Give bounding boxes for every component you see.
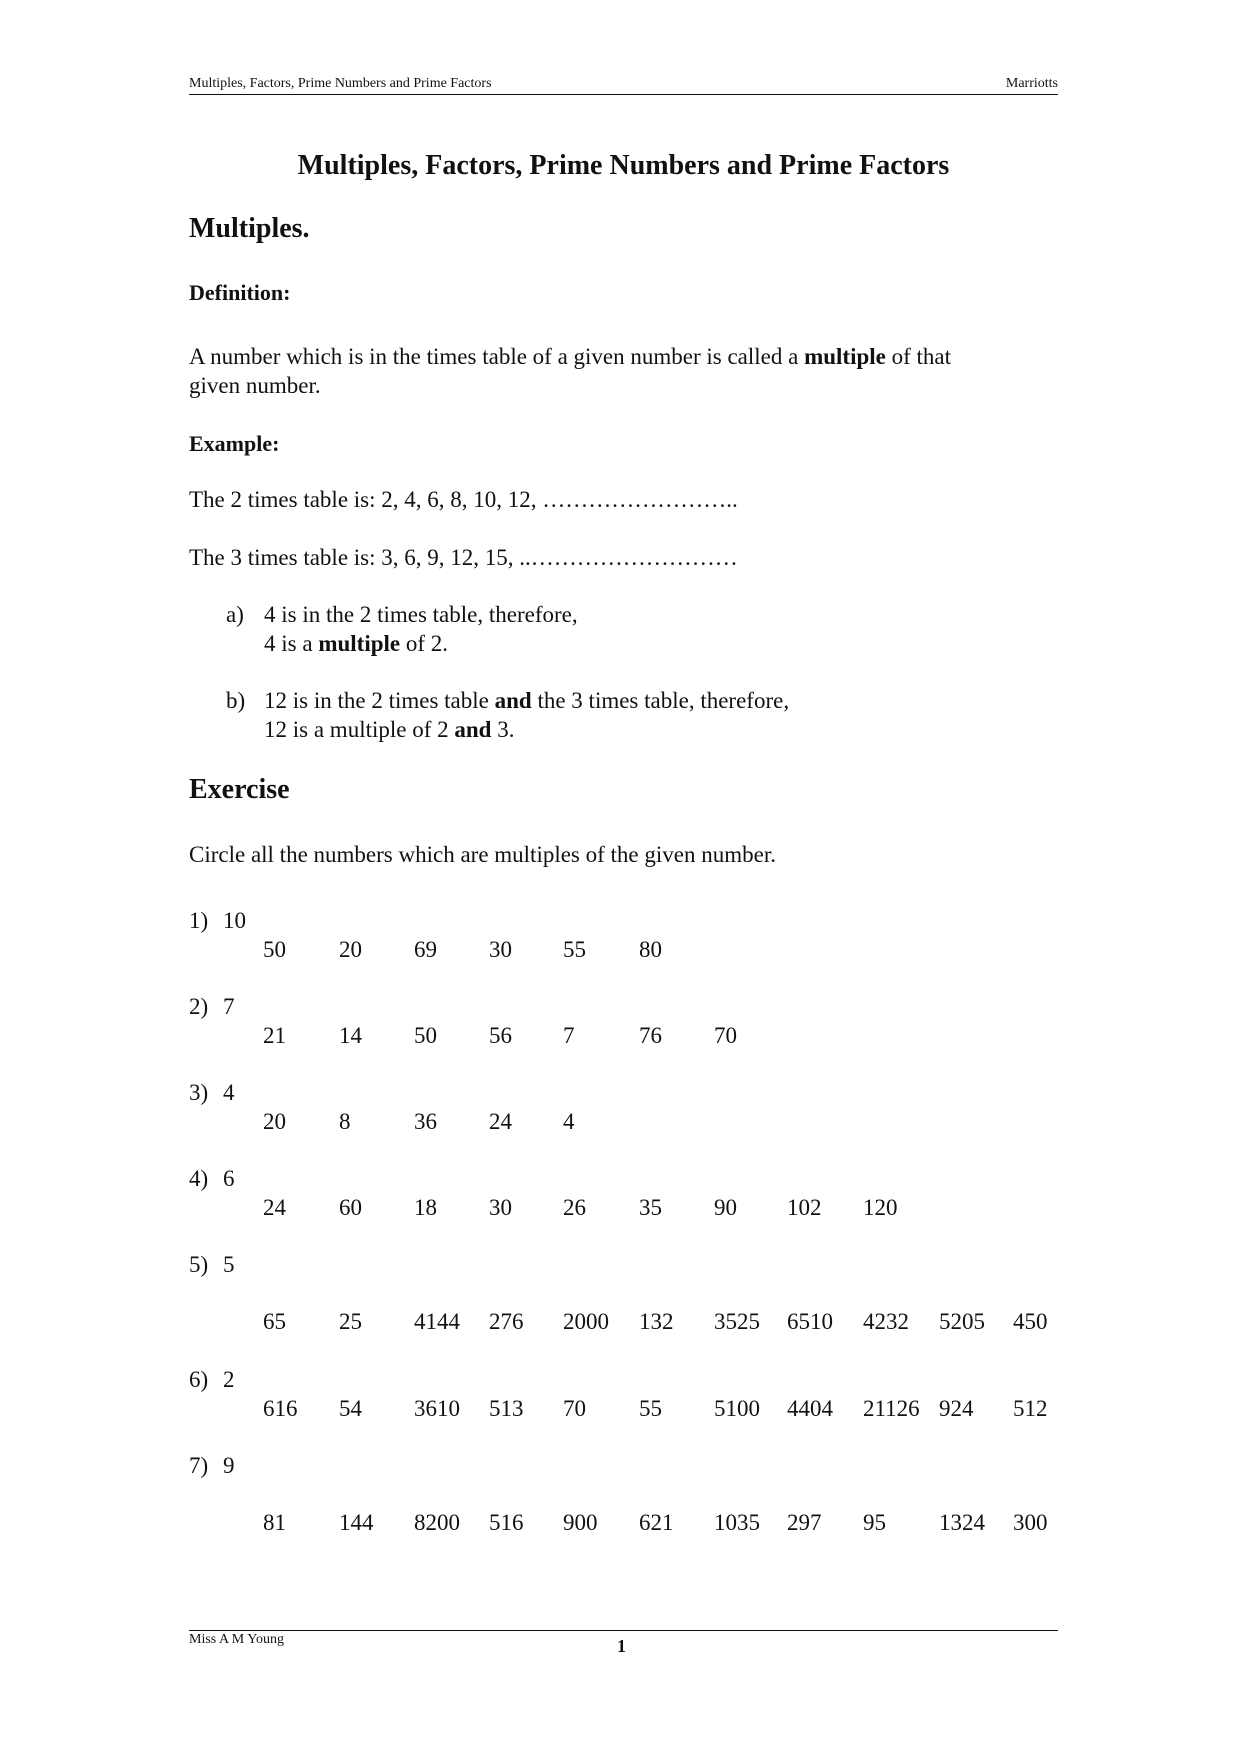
example-item-line2-start: 4 is a <box>264 631 319 656</box>
question-number: 3) <box>189 1080 209 1105</box>
example-line-2-times: The 2 times table is: 2, 4, 6, 8, 10, 12, …………………….. <box>189 487 738 512</box>
candidate-number[interactable]: 1324 <box>939 1510 985 1535</box>
page-number: 1 <box>617 1636 626 1656</box>
question-number: 2) <box>189 994 209 1019</box>
candidate-number[interactable]: 5205 <box>939 1309 985 1334</box>
example-item-line1-start: 12 is in the 2 times table <box>264 688 495 713</box>
candidate-number[interactable]: 21126 <box>863 1396 920 1421</box>
candidate-number[interactable]: 512 <box>1013 1396 1048 1421</box>
section-heading-multiples: Multiples. <box>189 213 310 244</box>
candidate-number[interactable]: 24 <box>489 1109 512 1134</box>
candidate-number[interactable]: 132 <box>639 1309 674 1334</box>
example-line-3-times: The 3 times table is: 3, 6, 9, 12, 15, ..……………………… <box>189 545 738 570</box>
question-label <box>189 1166 235 1192</box>
candidate-number[interactable]: 516 <box>489 1510 524 1535</box>
question-label <box>189 994 235 1020</box>
question-label <box>189 1080 235 1106</box>
candidate-number[interactable]: 120 <box>863 1195 898 1220</box>
candidate-number[interactable]: 621 <box>639 1510 674 1535</box>
candidate-number[interactable]: 70 <box>714 1023 737 1048</box>
question-base-number: 6 <box>223 1166 235 1191</box>
candidate-number[interactable]: 3525 <box>714 1309 760 1334</box>
example-item-keyword: and <box>494 688 532 713</box>
question-base-number: 10 <box>223 908 246 933</box>
running-header-title: Multiples, Factors, Prime Numbers and Prime Factors <box>189 76 492 91</box>
running-header-school: Marriotts <box>1005 76 1058 91</box>
candidate-number[interactable]: 8 <box>339 1109 351 1134</box>
candidate-number[interactable]: 513 <box>489 1396 524 1421</box>
example-item-keyword: multiple <box>318 631 401 656</box>
candidate-number[interactable]: 55 <box>563 937 586 962</box>
example-item-b <box>226 686 789 744</box>
definition-text-line2: given number. <box>189 373 321 398</box>
question-number: 4) <box>189 1166 209 1191</box>
candidate-number[interactable]: 900 <box>563 1510 598 1535</box>
candidate-number[interactable]: 5100 <box>714 1396 760 1421</box>
candidate-number[interactable]: 276 <box>489 1309 524 1334</box>
candidate-number[interactable]: 20 <box>339 937 362 962</box>
example-item-keyword: and <box>454 717 492 742</box>
question-base-number: 2 <box>223 1367 235 1392</box>
candidate-number[interactable]: 14 <box>339 1023 362 1048</box>
candidate-number[interactable]: 450 <box>1013 1309 1048 1334</box>
candidate-number[interactable]: 80 <box>639 937 662 962</box>
candidate-number[interactable]: 102 <box>787 1195 822 1220</box>
candidate-number[interactable]: 924 <box>939 1396 974 1421</box>
candidate-number[interactable]: 30 <box>489 1195 512 1220</box>
candidate-number[interactable]: 616 <box>263 1396 298 1421</box>
example-item-line2-start: 12 is a multiple of 2 <box>264 717 455 742</box>
candidate-number[interactable]: 50 <box>414 1023 437 1048</box>
example-item-line1: 4 is in the 2 times table, therefore, <box>264 602 578 627</box>
candidate-number[interactable]: 8200 <box>414 1510 460 1535</box>
question-label <box>189 1453 235 1479</box>
exercise-instruction: Circle all the numbers which are multiples of the given number. <box>189 842 776 867</box>
question-number: 7) <box>189 1453 209 1478</box>
candidate-number[interactable]: 35 <box>639 1195 662 1220</box>
candidate-number[interactable]: 4232 <box>863 1309 909 1334</box>
candidate-number[interactable]: 90 <box>714 1195 737 1220</box>
question-number: 1) <box>189 908 209 933</box>
candidate-number[interactable]: 69 <box>414 937 437 962</box>
candidate-number[interactable]: 21 <box>263 1023 286 1048</box>
candidate-number[interactable]: 144 <box>339 1510 374 1535</box>
example-item-label: a) <box>226 602 244 627</box>
definition-heading: Definition: <box>189 280 291 305</box>
candidate-number[interactable]: 95 <box>863 1510 886 1535</box>
exercise-heading: Exercise <box>189 774 290 805</box>
candidate-number[interactable]: 6510 <box>787 1309 833 1334</box>
question-base-number: 7 <box>223 994 235 1019</box>
candidate-number[interactable]: 50 <box>263 937 286 962</box>
definition-text-end: of that <box>885 344 952 369</box>
question-base-number: 9 <box>223 1453 235 1478</box>
header-rule <box>189 94 1058 95</box>
candidate-number[interactable]: 54 <box>339 1396 362 1421</box>
question-label <box>189 1367 235 1393</box>
definition-keyword: multiple <box>804 344 886 369</box>
example-item-line2-end: of 2. <box>400 631 449 656</box>
question-label <box>189 908 246 934</box>
footer-rule <box>189 1630 1058 1631</box>
candidate-number[interactable]: 300 <box>1013 1510 1048 1535</box>
candidate-number[interactable]: 20 <box>263 1109 286 1134</box>
candidate-number[interactable]: 7 <box>563 1023 575 1048</box>
candidate-number[interactable]: 3610 <box>414 1396 460 1421</box>
candidate-number[interactable]: 55 <box>639 1396 662 1421</box>
candidate-number[interactable]: 18 <box>414 1195 437 1220</box>
question-label <box>189 1252 235 1278</box>
candidate-number[interactable]: 65 <box>263 1309 286 1334</box>
candidate-number[interactable]: 30 <box>489 937 512 962</box>
definition-text-start: A number which is in the times table of a given number is called a <box>189 344 805 369</box>
example-item-line2-end: 3. <box>491 717 515 742</box>
candidate-number[interactable]: 56 <box>489 1023 512 1048</box>
candidate-number[interactable]: 81 <box>263 1510 286 1535</box>
candidate-number[interactable]: 2000 <box>563 1309 609 1334</box>
page-title: Multiples, Factors, Prime Numbers and Prime Factors <box>297 150 950 181</box>
candidate-number[interactable]: 4 <box>563 1109 575 1134</box>
example-item-line1-end: the 3 times table, therefore, <box>531 688 790 713</box>
footer-author: Miss A M Young <box>189 1632 284 1647</box>
candidate-number[interactable]: 76 <box>639 1023 662 1048</box>
candidate-number[interactable]: 297 <box>787 1510 822 1535</box>
question-number: 6) <box>189 1367 209 1392</box>
example-heading: Example: <box>189 431 280 456</box>
candidate-number[interactable]: 25 <box>339 1309 362 1334</box>
candidate-number[interactable]: 4144 <box>414 1309 460 1334</box>
candidate-number[interactable]: 1035 <box>714 1510 760 1535</box>
candidate-number[interactable]: 70 <box>563 1396 586 1421</box>
example-item-label: b) <box>226 688 246 713</box>
example-item-a <box>226 600 578 658</box>
candidate-number[interactable]: 26 <box>563 1195 586 1220</box>
definition-text <box>189 342 951 400</box>
candidate-number[interactable]: 36 <box>414 1109 437 1134</box>
candidate-number[interactable]: 4404 <box>787 1396 833 1421</box>
question-base-number: 5 <box>223 1252 235 1277</box>
candidate-number[interactable]: 24 <box>263 1195 286 1220</box>
candidate-number[interactable]: 60 <box>339 1195 362 1220</box>
question-base-number: 4 <box>223 1080 235 1105</box>
question-number: 5) <box>189 1252 209 1277</box>
